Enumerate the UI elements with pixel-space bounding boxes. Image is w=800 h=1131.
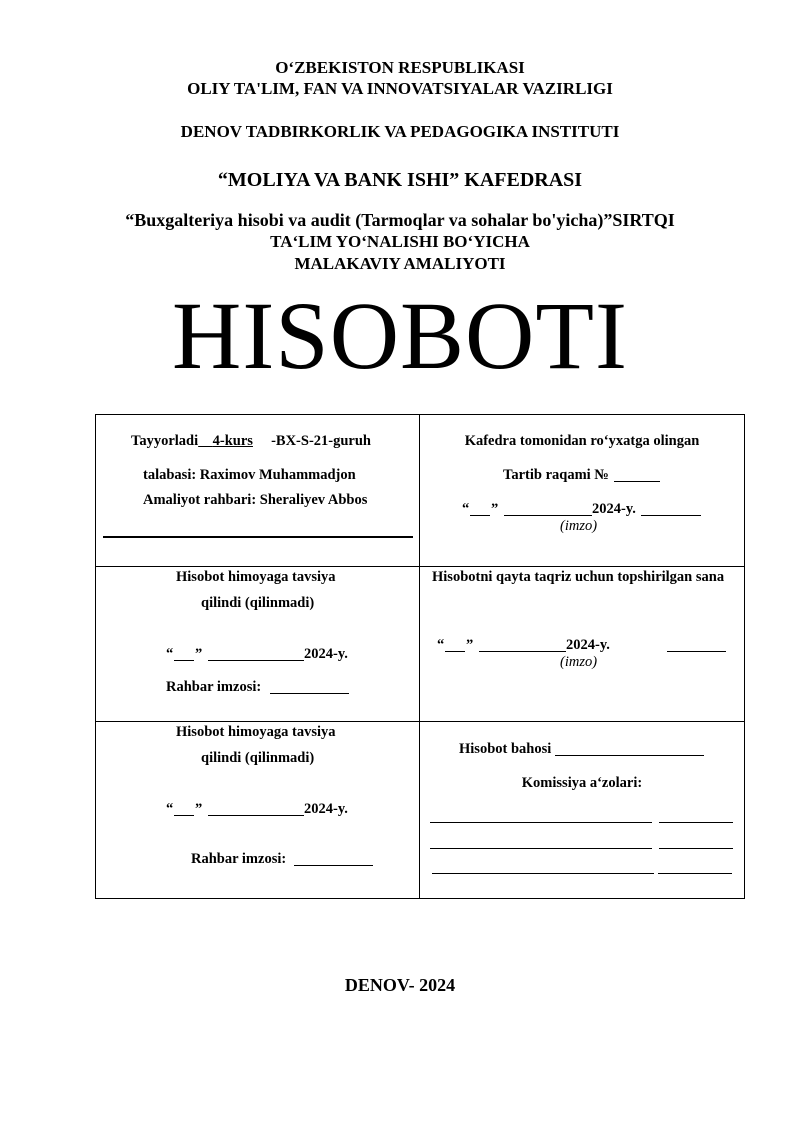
course-blank bbox=[198, 433, 213, 449]
registration-month-blank bbox=[504, 515, 592, 516]
resubmit-year: 2024-y. bbox=[566, 637, 610, 653]
resubmit-signature-note: (imzo) bbox=[560, 654, 598, 670]
grade-label: Hisobot bahosi bbox=[459, 741, 552, 757]
commission-member-line-3 bbox=[432, 873, 654, 874]
commission-member-line-2 bbox=[430, 848, 652, 849]
supervisor-name: Amaliyot rahbari: Sheraliyev Abbos bbox=[143, 492, 368, 508]
registration-signature-blank bbox=[641, 515, 701, 516]
table-row-divider-1 bbox=[95, 566, 744, 567]
recommended-status-1: qilindi (qilinmadi) bbox=[201, 595, 315, 611]
program-line-1: “Buxgalteriya hisobi va audit (Tarmoqlar va sohalar bo'yicha)”SIRTQI bbox=[125, 210, 675, 230]
prepared-line bbox=[131, 432, 371, 450]
resubmit-day-blank bbox=[445, 651, 465, 652]
ministry-heading: OLIY TA'LIM, FAN VA INNOVATSIYALAR VAZIRLIGI bbox=[187, 79, 613, 98]
document-title: HISOBOTI bbox=[172, 282, 628, 389]
commission-signature-line-2 bbox=[659, 848, 733, 849]
recommended-status-2: qilindi (qilinmadi) bbox=[201, 750, 315, 766]
registration-date-close-quote: ” bbox=[491, 501, 499, 517]
order-number-blank bbox=[614, 481, 660, 482]
defense-date-open-quote-2: “ bbox=[166, 801, 174, 817]
place-year: DENOV- 2024 bbox=[344, 975, 456, 995]
defense-year-2: 2024-y. bbox=[304, 801, 348, 817]
grade-blank bbox=[555, 755, 704, 756]
institute-heading: DENOV TADBIRKORLIK VA PEDAGOGIKA INSTITUTI bbox=[180, 122, 620, 141]
table-column-divider bbox=[419, 414, 420, 898]
order-number-label: Tartib raqami № bbox=[503, 467, 609, 483]
commission-label: Komissiya a‘zolari: bbox=[521, 775, 643, 791]
commission-member-line-1 bbox=[430, 822, 652, 823]
registered-label: Kafedra tomonidan ro‘yxatga olingan bbox=[464, 433, 700, 449]
program-line-2: TA‘LIM YO‘NALISHI BO‘YICHA bbox=[270, 232, 530, 251]
course-value: 4-kurs bbox=[212, 433, 253, 449]
supervisor-signature-label-2: Rahbar imzosi: bbox=[191, 851, 287, 867]
defense-day-blank-2 bbox=[174, 815, 194, 816]
republic-heading: O‘ZBEKISTON RESPUBLIKASI bbox=[275, 58, 525, 77]
table-border bbox=[95, 414, 745, 899]
defense-date-close-quote-1: ” bbox=[195, 646, 203, 662]
recommended-label-2: Hisobot himoyaga tavsiya bbox=[176, 724, 336, 740]
resubmit-month-blank bbox=[479, 651, 566, 652]
registration-day-blank bbox=[470, 515, 490, 516]
defense-year-1: 2024-y. bbox=[304, 646, 348, 662]
registration-signature-note: (imzo) bbox=[560, 518, 598, 534]
student-name: talabasi: Raximov Muhammadjon bbox=[143, 467, 356, 483]
supervisor-signature-label-1: Rahbar imzosi: bbox=[166, 679, 262, 695]
defense-month-blank-2 bbox=[208, 815, 304, 816]
defense-date-open-quote-1: “ bbox=[166, 646, 174, 662]
commission-signature-line-1 bbox=[659, 822, 733, 823]
defense-month-blank-1 bbox=[208, 660, 304, 661]
resubmit-date-open-quote: “ bbox=[437, 637, 445, 653]
table-row-divider-2 bbox=[95, 721, 744, 722]
registration-date-open-quote: “ bbox=[462, 501, 470, 517]
supervisor-signature-blank-1 bbox=[270, 693, 349, 694]
resubmit-label: Hisobotni qayta taqriz uchun topshirilgan sana bbox=[432, 569, 725, 585]
department-heading: “MOLIYA VA BANK ISHI” KAFEDRASI bbox=[217, 169, 583, 191]
recommended-label-1: Hisobot himoyaga tavsiya bbox=[176, 569, 336, 585]
registration-year: 2024-y. bbox=[592, 501, 636, 517]
supervisor-signature-blank-2 bbox=[294, 865, 373, 866]
student-signature-line bbox=[103, 536, 413, 538]
resubmit-date-close-quote: ” bbox=[466, 637, 474, 653]
prepared-label: Tayyorladi bbox=[131, 433, 199, 449]
resubmit-signature-blank bbox=[667, 651, 726, 652]
defense-day-blank-1 bbox=[174, 660, 194, 661]
defense-date-close-quote-2: ” bbox=[195, 801, 203, 817]
commission-signature-line-3 bbox=[658, 873, 732, 874]
group-value: -BX-S-21-guruh bbox=[271, 433, 371, 449]
program-line-3: MALAKAVIY AMALIYOTI bbox=[294, 254, 506, 273]
